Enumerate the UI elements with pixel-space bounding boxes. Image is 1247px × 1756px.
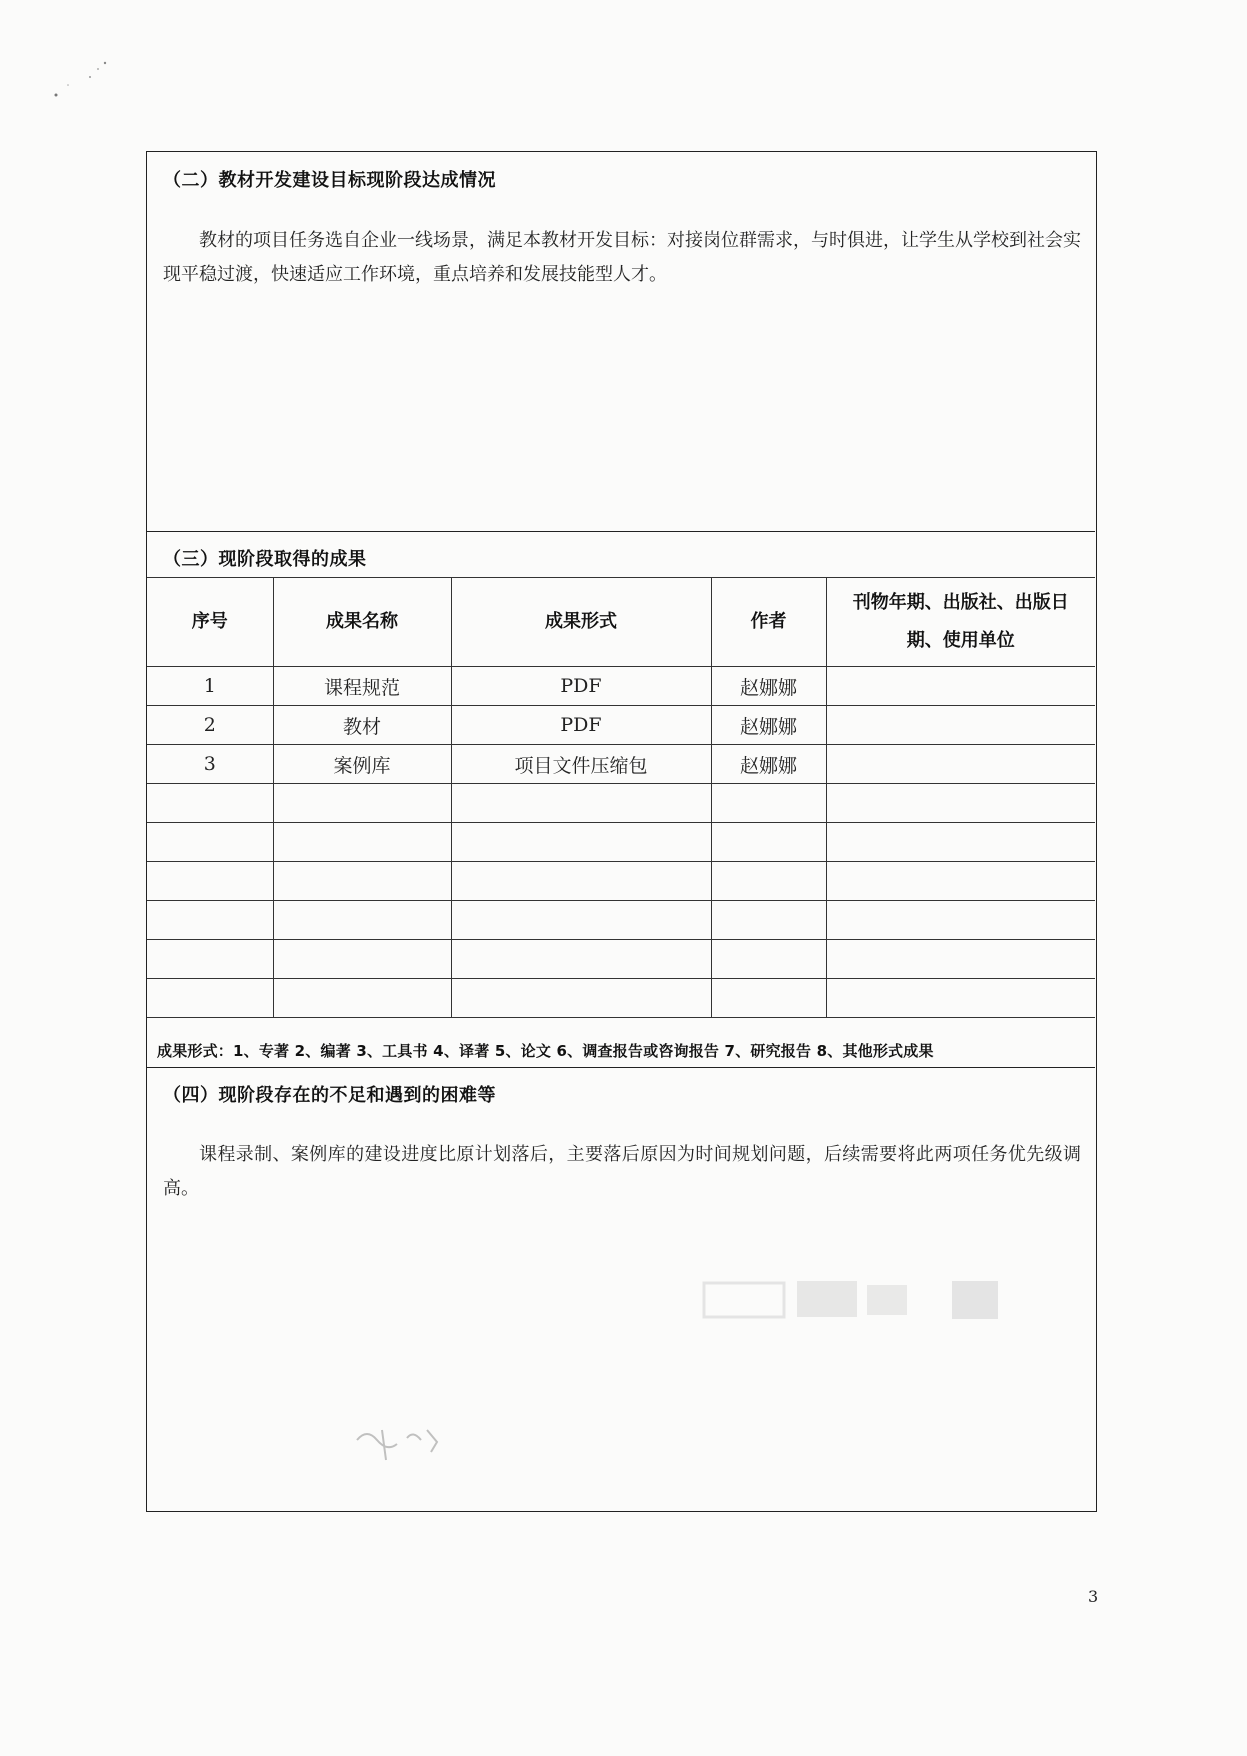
table-row <box>147 784 1095 823</box>
table-row <box>147 745 1095 784</box>
cell-name: 课程规范 <box>273 667 451 706</box>
cell-form <box>451 823 711 862</box>
cell-name: 教材 <box>273 706 451 745</box>
cell-index <box>147 823 273 862</box>
cell-index <box>147 862 273 901</box>
cell-index <box>147 940 273 979</box>
table-row <box>147 862 1095 901</box>
page-number: 3 <box>1088 1587 1099 1606</box>
table-row <box>147 979 1095 1018</box>
cell-index <box>147 784 273 823</box>
faded-stamp-mark <box>702 1277 1002 1321</box>
cell-name <box>273 784 451 823</box>
table-row <box>147 667 1095 706</box>
divider <box>147 1067 1095 1068</box>
cell-name <box>273 901 451 940</box>
section-four-body: 课程录制、案例库的建设进度比原计划落后，主要落后原因为时间规划问题，后续需要将此两项任务优先级调高。 <box>163 1144 1081 1199</box>
cell-author: 赵娜娜 <box>711 706 826 745</box>
cell-form <box>451 940 711 979</box>
table-row <box>147 823 1095 862</box>
table-row <box>147 901 1095 940</box>
cell-index <box>147 979 273 1018</box>
divider <box>147 531 1095 532</box>
cell-form: PDF <box>451 706 711 745</box>
cell-form <box>451 901 711 940</box>
section-two-title: （二）教材开发建设目标现阶段达成情况 <box>163 170 496 191</box>
results-table <box>147 577 1095 1018</box>
cell-form <box>451 784 711 823</box>
header-name: 成果名称 <box>273 578 451 667</box>
cell-author <box>711 901 826 940</box>
cell-author: 赵娜娜 <box>711 667 826 706</box>
section-three-title: （三）现阶段取得的成果 <box>163 549 367 570</box>
scan-specks <box>50 55 120 105</box>
cell-publication <box>826 823 1095 862</box>
cell-index: 2 <box>147 706 273 745</box>
cell-name <box>273 862 451 901</box>
cell-author <box>711 784 826 823</box>
cell-name <box>273 940 451 979</box>
cell-publication <box>826 706 1095 745</box>
cell-index: 3 <box>147 745 273 784</box>
header-form: 成果形式 <box>451 578 711 667</box>
cell-form <box>451 979 711 1018</box>
cell-author <box>711 862 826 901</box>
cell-publication <box>826 667 1095 706</box>
header-author: 作者 <box>711 578 826 667</box>
header-index: 序号 <box>147 578 273 667</box>
section-two-body: 教材的项目任务选自企业一线场景，满足本教材开发目标：对接岗位群需求，与时俱进，让学生从学校到社会实现平稳过渡，快速适应工作环境，重点培养和发展技能型人才。 <box>163 230 1081 285</box>
cell-author <box>711 823 826 862</box>
cell-author <box>711 940 826 979</box>
cell-form: 项目文件压缩包 <box>451 745 711 784</box>
section-four-title: （四）现阶段存在的不足和遇到的困难等 <box>163 1085 496 1106</box>
cell-publication <box>826 940 1095 979</box>
cell-index <box>147 901 273 940</box>
cell-author <box>711 979 826 1018</box>
cell-publication <box>826 784 1095 823</box>
cell-publication <box>826 862 1095 901</box>
cell-form <box>451 862 711 901</box>
cell-author: 赵娜娜 <box>711 745 826 784</box>
table-header-row <box>147 578 1095 667</box>
header-publication: 刊物年期、出版社、出版日期、使用单位 <box>826 578 1095 667</box>
cell-publication <box>826 745 1095 784</box>
table-row <box>147 706 1095 745</box>
cell-name: 案例库 <box>273 745 451 784</box>
cell-index: 1 <box>147 667 273 706</box>
cell-name <box>273 823 451 862</box>
table-row <box>147 940 1095 979</box>
cell-publication <box>826 901 1095 940</box>
faint-signature <box>347 1410 467 1480</box>
cell-publication <box>826 979 1095 1018</box>
report-form-frame <box>146 151 1097 1512</box>
results-form-note: 成果形式：1、专著 2、编著 3、工具书 4、译著 5、论文 6、调查报告或咨询报告 7、研究报告 8、其他形式成果 <box>157 1042 934 1060</box>
cell-form: PDF <box>451 667 711 706</box>
cell-name <box>273 979 451 1018</box>
